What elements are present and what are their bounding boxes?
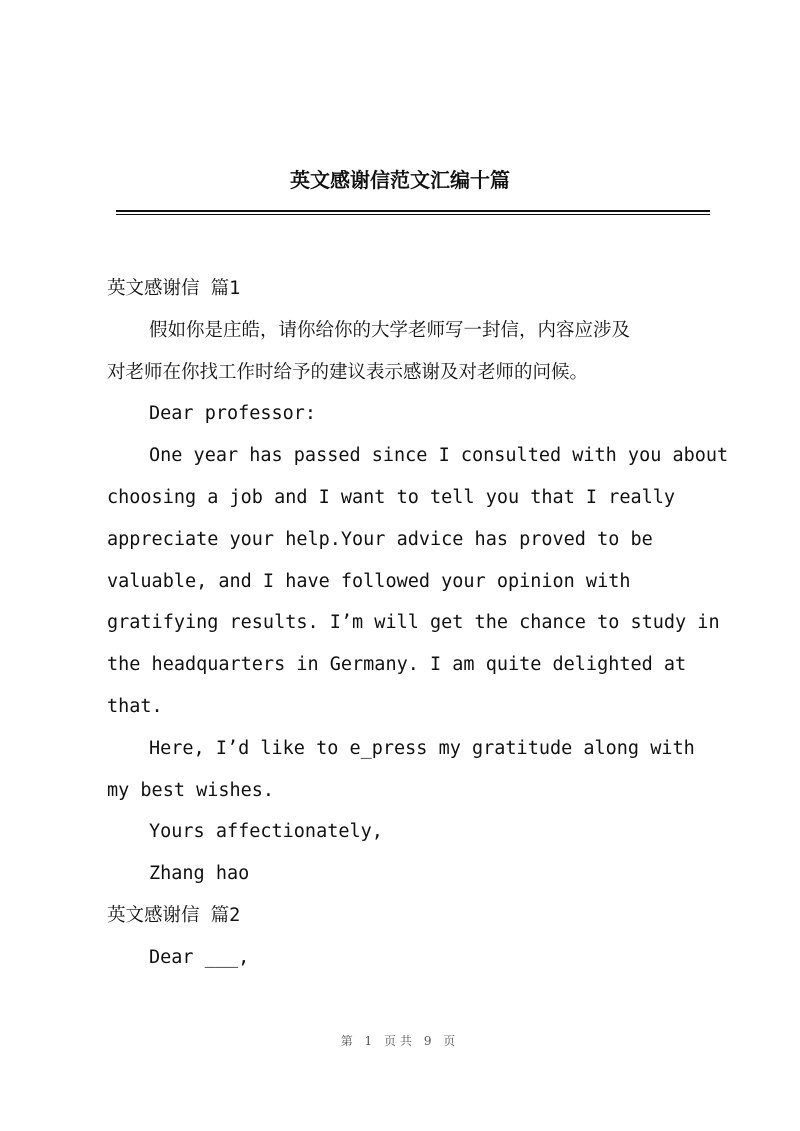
letter-closing: Yours affectionately, xyxy=(149,821,383,843)
paragraph-line: choosing a job and I want to tell you that I really xyxy=(107,486,676,508)
title-rule-thick xyxy=(116,210,710,212)
page-number-footer: 第 1 页共 9 页 xyxy=(340,1034,460,1048)
section-1-heading: 英文感谢信 篇1 xyxy=(107,278,241,299)
letter-salutation: Dear professor: xyxy=(149,403,317,425)
prompt-line-2: 对老师在你找工作时给予的建议表示感谢及对老师的问候。 xyxy=(107,361,589,383)
document-title: 英文感谢信范文汇编十篇 xyxy=(290,168,510,192)
paragraph-line: valuable, and I have followed your opinion with xyxy=(107,570,631,592)
paragraph-line: Here, I’d like to e_press my gratitude along with xyxy=(149,737,695,759)
paragraph-line: my best wishes. xyxy=(107,779,275,801)
paragraph-line: the headquarters in Germany. I am quite delighted at xyxy=(107,654,687,676)
document-body xyxy=(107,268,729,979)
section-2-salutation: Dear ___, xyxy=(149,946,250,968)
paragraph-line: One year has passed since I consulted with you about xyxy=(149,445,729,467)
title-rule-thin xyxy=(116,214,710,215)
paragraph-line: that. xyxy=(107,695,163,717)
paragraph-line: gratifying results. I’m will get the chance to study in xyxy=(107,612,720,634)
section-2-heading: 英文感谢信 篇2 xyxy=(107,904,241,926)
letter-signature: Zhang hao xyxy=(149,863,250,885)
paragraph-line: appreciate your help.Your advice has proved to be xyxy=(107,528,653,550)
prompt-line-1: 假如你是庄皓，请你给你的大学老师写一封信，内容应涉及 xyxy=(149,319,631,341)
